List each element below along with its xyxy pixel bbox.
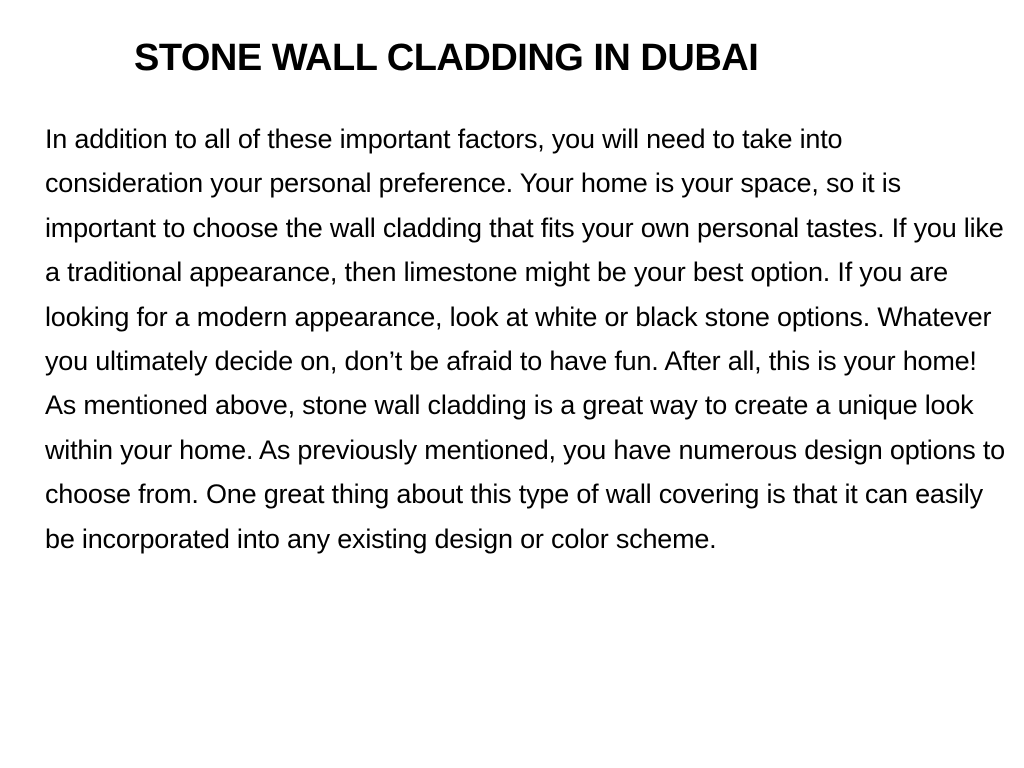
body-paragraph-1: In addition to all of these important factors, you will need to take into consideration your personal preference. Your home is your space, so it is important to choose the wall cladding that fits your own personal tastes. If you like a traditional appearance, then limestone might be your best option. If you are looking for a modern appearance, look at white or black stone options. Whatever you ultimately decide on, don’t be afraid to have fun. After all, this is your home! <box>45 124 1004 377</box>
slide-body <box>45 117 1005 561</box>
slide-title: STONE WALL CLADDING IN DUBAI <box>134 37 759 79</box>
body-paragraph-2: As mentioned above, stone wall cladding is a great way to create a unique look within your home. As previously mentioned, you have numerous design options to choose from. One great thing about this type of wall covering is that it can easily be incorporated into any existing design or color scheme. <box>45 390 1005 554</box>
